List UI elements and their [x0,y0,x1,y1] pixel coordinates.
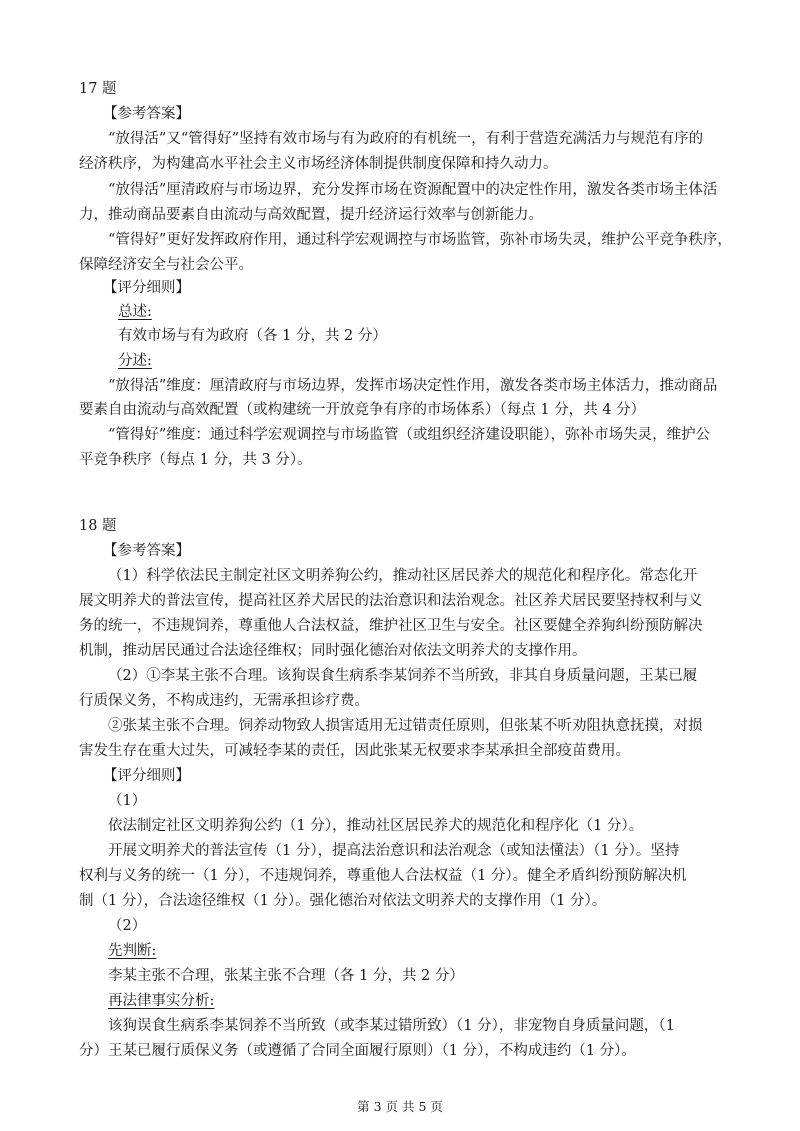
q18-part1-line: 务的统一，不违规饲养，尊重他人合法权益，维护社区卫生与安全。社区要健全养狗纠纷预防解决 [79,618,703,634]
q18-s1-label: （1） [108,793,147,809]
q17-number: 17 题 [79,81,117,97]
q17-detail-line: 要素自由流动与高效配置（或构建统一开放竞争有序的市场体系）（每点 1 分，共 4 分） [79,402,646,418]
q18-s2-label: （2） [108,918,147,934]
q18-fact-line: 该狗误食生病系李某饲养不当所致（或李某过错所致）（1 分），非宠物自身质量问题，（1 [108,1018,675,1034]
q17-summary-text: 有效市场与有为政府（各 1 分，共 2 分） [118,328,387,344]
q18-part1-line: 机制，推动居民通过合法途径维权；同时强化德治对依法文明养犬的支撑作用。 [79,643,587,659]
q18-answer-header: 【参考答案】 [103,543,190,559]
q17-answer-line: 力，推动商品要素自由流动与高效配置，提升经济运行效率与创新能力。 [79,207,543,223]
q18-fact-label: 再法律事实分析: [108,993,215,1009]
q17-answer-line: “管得好”更好发挥政府作用，通过科学宏观调控与市场监管，弥补市场失灵，维护公平竞争秩序， [108,232,732,248]
q18-judge-label: 先判断: [108,943,157,959]
q18-s1-line: 权利与义务的统一（1 分），不违规饲养，尊重他人合法权益（1 分）。健全矛盾纠纷预防解决机 [79,868,687,884]
q17-detail-line: “管得好”维度：通过科学宏观调控与市场监管（或组织经济建设职能），弥补市场失灵，维护公 [108,427,711,443]
q18-s1-line: 制（1 分），合法途径维权（1 分）。强化德治对依法文明养犬的支撑作用（1 分）。 [79,893,607,909]
page-footer: 第 3 页 共 5 页 [357,1099,443,1114]
q17-answer-line: 经济秩序，为构建高水平社会主义市场经济体制提供制度保障和持久动力。 [79,156,558,172]
q17-answer-line: 保障经济安全与社会公平。 [79,257,253,273]
q17-detail-line: 平竞争秩序（每点 1 分，共 3 分）。 [79,452,312,468]
q17-answer-header: 【参考答案】 [103,106,190,122]
q18-part2-line: 行质保义务，不构成违约，无需承担诊疗费。 [79,693,369,709]
q18-fact-line: 分）王某已履行质保义务（或遵循了合同全面履行原则）（1 分），不构成违约（1 分）。 [79,1043,636,1059]
q18-part1-line: （1）科学依法民主制定社区文明养狗公约，推动社区居民养犬的规范化和程序化。常态化开 [108,568,698,584]
q17-detail-label: 分述: [118,353,152,369]
q18-s1-line: 开展文明养犬的普法宣传（1 分），提高法治意识和法治观念（或知法懂法）（1 分）。坚持 [108,843,680,859]
q18-number: 18 题 [79,518,117,534]
q18-part1-line: 展文明养犬的普法宣传，提高社区养犬居民的法治意识和法治观念。社区养犬居民要坚持权利与义 [79,593,703,609]
q18-part2-line: ②张某主张不合理。饲养动物致人损害适用无过错责任原则，但张某不听劝阻执意抚摸，对损 [108,718,703,734]
q17-summary-label: 总述: [118,304,152,320]
q17-detail-line: “放得活”维度：厘清政府与市场边界，发挥市场决定性作用，激发各类市场主体活力，推动商品 [108,378,718,394]
q17-answer-line: “放得活”厘清政府与市场边界，充分发挥市场在资源配置中的决定性作用，激发各类市场主体活 [108,182,718,198]
q17-scoring-header: 【评分细则】 [103,280,190,296]
q18-s1-line: 依法制定社区文明养狗公约（1 分），推动社区居民养犬的规范化和程序化（1 分）。 [108,818,644,834]
q17-answer-line: “放得活”又“管得好”坚持有效市场与有为政府的有机统一，有利于营造充满活力与规范有序的 [108,131,704,147]
q18-scoring-header: 【评分细则】 [103,768,190,784]
q18-judge-text: 李某主张不合理，张某主张不合理（各 1 分，共 2 分） [108,968,464,984]
q18-part2-line: 害发生存在重大过失，可减轻李某的责任，因此张某无权要求李某承担全部疫苗费用。 [79,743,630,759]
q18-part2-line: （2）①李某主张不合理。该狗误食生病系李某饲养不当所致，非其自身质量问题，王某已履 [108,668,698,684]
